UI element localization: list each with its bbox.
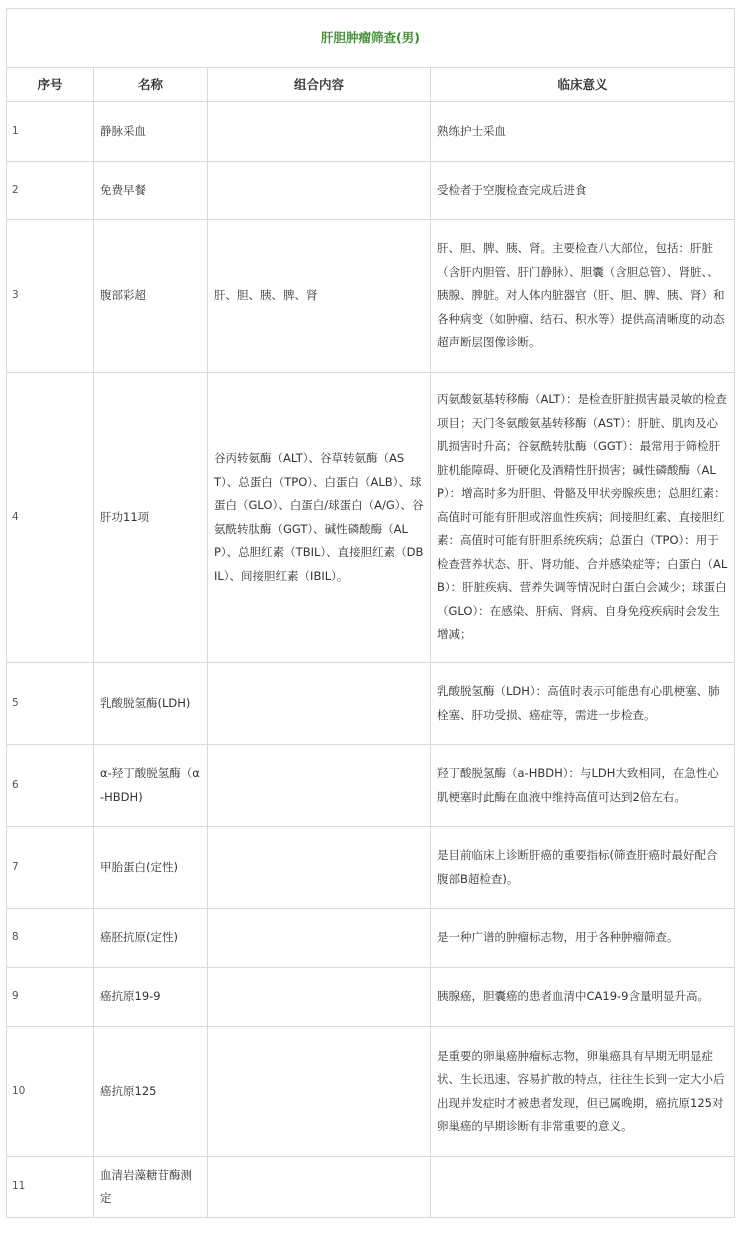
table-row	[7, 102, 735, 162]
row-meaning: 受检者于空腹检查完成后进食	[431, 162, 735, 220]
screening-table	[6, 8, 735, 1218]
table-row	[7, 909, 735, 968]
title-row	[7, 9, 735, 68]
row-name: 癌抗原125	[94, 1027, 208, 1157]
row-meaning: 熟练护士采血	[431, 102, 735, 162]
header-content: 组合内容	[208, 68, 431, 102]
row-content	[208, 1027, 431, 1157]
table-row	[7, 827, 735, 909]
row-name: α-羟丁酸脱氢酶（α-HBDH)	[94, 745, 208, 827]
row-number: 7	[7, 827, 94, 909]
row-meaning: 肝、胆、脾、胰、肾。主要检查八大部位，包括：肝脏（含肝内胆管、肝门静脉）、胆囊（含胆总管）、肾脏、、胰腺、脾脏。对人体内脏器官（肝、胆、脾、胰、肾）和各种病变（如肿瘤、结石、积水等）提供高清晰度的动态超声断层图像诊断。	[431, 220, 735, 373]
header-no: 序号	[7, 68, 94, 102]
table-row	[7, 373, 735, 663]
table-row	[7, 663, 735, 745]
row-number: 6	[7, 745, 94, 827]
row-meaning: 是目前临床上诊断肝癌的重要指标(筛查肝癌时最好配合腹部B超检查)。	[431, 827, 735, 909]
row-number: 1	[7, 102, 94, 162]
row-content	[208, 1157, 431, 1218]
row-number: 8	[7, 909, 94, 968]
row-number: 10	[7, 1027, 94, 1157]
table-row	[7, 745, 735, 827]
row-name: 甲胎蛋白(定性)	[94, 827, 208, 909]
header-row	[7, 68, 735, 102]
row-content	[208, 968, 431, 1027]
header-meaning: 临床意义	[431, 68, 735, 102]
row-number: 9	[7, 968, 94, 1027]
row-name: 免费早餐	[94, 162, 208, 220]
table-title: 肝胆肿瘤筛查(男)	[7, 9, 735, 68]
row-meaning: 胰腺癌，胆囊癌的患者血清中CA19-9含量明显升高。	[431, 968, 735, 1027]
row-meaning: 是重要的卵巢癌肿瘤标志物，卵巢癌具有早期无明显症状、生长迅速、容易扩散的特点，往往生长到一定大小后出现并发症时才被患者发现，但已属晚期，癌抗原125对卵巢癌的早期诊断有非常重要的意义。	[431, 1027, 735, 1157]
row-number: 3	[7, 220, 94, 373]
row-meaning	[431, 1157, 735, 1218]
row-number: 4	[7, 373, 94, 663]
row-content: 肝、胆、胰、脾、肾	[208, 220, 431, 373]
row-number: 2	[7, 162, 94, 220]
row-content	[208, 663, 431, 745]
row-meaning: 是一种广谱的肿瘤标志物，用于各种肿瘤筛查。	[431, 909, 735, 968]
table-row	[7, 968, 735, 1027]
row-name: 血清岩藻糖苷酶测定	[94, 1157, 208, 1218]
row-content	[208, 827, 431, 909]
row-name: 肝功11项	[94, 373, 208, 663]
row-name: 静脉采血	[94, 102, 208, 162]
row-content: 谷丙转氨酶（ALT）、谷草转氨酶（AST）、总蛋白（TPO）、白蛋白（ALB）、球蛋白（GLO）、白蛋白/球蛋白（A/G）、谷氨酰转肽酶（GGT）、碱性磷酸酶（ALP）、总胆红素（TBIL）、直接胆红素（DBIL）、间接胆红素（IBIL）。	[208, 373, 431, 663]
row-meaning: 丙氨酸氨基转移酶（ALT）：是检查肝脏损害最灵敏的检查项目；天门冬氨酸氨基转移酶（AST）：肝脏、肌肉及心肌损害时升高；谷氨酰转肽酶（GGT）：最常用于筛检肝脏机能障碍、肝硬化及酒精性肝损害；碱性磷酸酶（ALP）：增高时多为肝胆、骨骼及甲状旁腺疾患；总胆红素：高值时可能有肝胆或溶血性疾病；间接胆红素、直接胆红素：高值时可能有肝胆系统疾病；总蛋白（TPO）：用于检查营养状态、肝、肾功能、合并感染症等；白蛋白（ALB）：肝脏疾病、营养失调等情况时白蛋白会减少；球蛋白（GLO）：在感染、肝病、肾病、自身免疫疾病时会发生增减；	[431, 373, 735, 663]
row-content	[208, 909, 431, 968]
row-content	[208, 162, 431, 220]
table-row	[7, 220, 735, 373]
row-meaning: 羟丁酸脱氢酶（a-HBDH）：与LDH大致相同，在急性心肌梗塞时此酶在血液中维持高值可达到2倍左右。	[431, 745, 735, 827]
row-name: 癌胚抗原(定性)	[94, 909, 208, 968]
table-row	[7, 1027, 735, 1157]
table-row	[7, 1157, 735, 1218]
row-meaning: 乳酸脱氢酶（LDH）：高值时表示可能患有心肌梗塞、肺栓塞、肝功受损、癌症等，需进一步检查。	[431, 663, 735, 745]
row-number: 11	[7, 1157, 94, 1218]
row-content	[208, 745, 431, 827]
row-name: 腹部彩超	[94, 220, 208, 373]
row-name: 癌抗原19-9	[94, 968, 208, 1027]
row-name: 乳酸脱氢酶(LDH)	[94, 663, 208, 745]
header-name: 名称	[94, 68, 208, 102]
row-number: 5	[7, 663, 94, 745]
row-content	[208, 102, 431, 162]
table-row	[7, 162, 735, 220]
